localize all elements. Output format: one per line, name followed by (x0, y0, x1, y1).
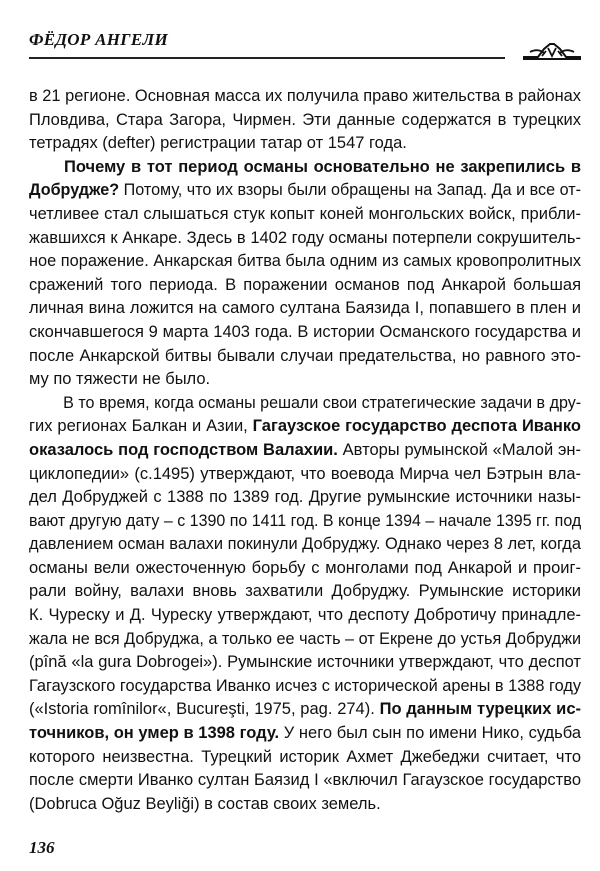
bold-text-segment: Почему в тот период османы основательно не закрепились в (64, 157, 581, 176)
text-line (29, 392, 581, 416)
text-segment: после Анкарской битвы бывали случаи предательства, но равного это- (29, 346, 581, 365)
text-line (29, 651, 581, 675)
text-line (29, 557, 581, 581)
text-segment: Пловдива, Стара Загора, Чирмен. Эти данные содержатся в турецких (29, 110, 581, 129)
text-line (29, 179, 581, 203)
text-line (29, 722, 581, 746)
decorative-ornament-icon (522, 40, 582, 62)
text-line (29, 132, 581, 156)
text-segment: му по тяжести не было. (29, 370, 211, 389)
text-line (29, 250, 581, 274)
text-line (29, 203, 581, 227)
text-line (29, 675, 581, 699)
text-segment: тетрадях (defter) регистрации татар от 1547 года. (29, 134, 407, 153)
text-line (29, 746, 581, 770)
text-segment: четливее стал слышаться стук копыт коней монгольских войск, прибли- (29, 204, 581, 223)
text-line (29, 85, 581, 109)
text-segment: скончавшегося 9 марта 1403 года. В истории Османского государства и (29, 322, 581, 341)
text-line (29, 533, 581, 557)
text-line (29, 321, 581, 345)
text-line (29, 345, 581, 369)
text-line (29, 297, 581, 321)
text-line (29, 227, 581, 251)
text-line (29, 580, 581, 604)
text-segment: («Istoria romînilor«, Bucureşti, 1975, pag. 274). (29, 700, 380, 719)
bold-text-segment: точников, он умер в 1398 году. (29, 724, 280, 743)
text-segment: давлением осман валахи покинули Добруджу. Однако через 8 лет, когда (29, 535, 581, 554)
text-segment: османы вели ожесточенную борьбу с монголами под Анкарой и проиг- (29, 558, 581, 577)
text-line (29, 510, 581, 534)
text-segment: жавшихся к Анкаре. Здесь в 1402 году османы потерпели сокрушитель- (29, 228, 581, 247)
text-line (29, 368, 581, 392)
text-segment: жала не вся Добруджа, а только ее часть – от Екрене до устья Добруджи (29, 629, 581, 648)
text-segment: Гагаузского государства Иванко исчез с исторической арены в 1388 году (29, 676, 582, 695)
text-segment: сражений того периода. В поражении османов под Анкарой большая (29, 275, 581, 294)
bold-text-segment: оказалось под господством Валахии. (29, 440, 338, 459)
text-line (29, 793, 581, 817)
text-segment: которого неизвестна. Турецкий историк Ахмет Джебеджи считает, что (29, 747, 581, 766)
text-line (29, 486, 581, 510)
page-number: 136 (29, 838, 55, 857)
text-segment: личная вина ложится на самого султана Баязида I, попавшего в плен и (29, 299, 581, 318)
text-segment: в 21 регионе. Основная масса их получила право жительства в районах (29, 87, 582, 105)
text-line (29, 463, 581, 487)
running-header-author: ФЁДОР АНГЕЛИ (29, 30, 168, 49)
text-segment: Авторы румынской «Малой эн- (337, 440, 581, 459)
text-line (29, 628, 581, 652)
text-line (29, 156, 581, 180)
bold-text-segment: Добрудже? (29, 181, 120, 200)
text-segment: вают другую дату – с 1390 по 1411 год. В конце 1394 – начале 1395 гг. под (29, 511, 582, 530)
bold-text-segment: По данным турецких ис- (379, 700, 581, 719)
text-segment: ное поражение. Анкарская битва была одним из самых кровопролитных (29, 252, 581, 271)
text-segment: гих регионах Балкан и Азии, (29, 417, 253, 436)
text-line (29, 274, 581, 298)
text-segment: У него был сын по имени Нико, судьба (279, 724, 581, 743)
header-rule (29, 57, 505, 59)
text-segment: К. Чуреску и Д. Чуреску утверждают, что деспоту Добротичу принадле- (29, 606, 581, 625)
text-segment: В то время, когда османы решали свои стратегические задачи в дру- (63, 393, 582, 412)
text-segment: Потому, что их взоры были обращены на Запад. Да и все от- (119, 181, 581, 200)
text-line (29, 604, 581, 628)
text-segment: дел Добруджей с 1388 по 1389 год. Другие румынские источники назы- (29, 488, 581, 507)
text-line (29, 698, 581, 722)
text-line (29, 415, 581, 439)
bold-text-segment: Гагаузское государство деспота Иванко (252, 417, 581, 436)
text-segment: после смерти Иванко султан Баязид I «включил Гагаузское государство (29, 771, 581, 790)
text-segment: (pînă «la gura Dobrogei»). Румынские источники утверждают, что деспот (29, 653, 581, 672)
text-line (29, 109, 581, 133)
text-segment: рали войну, валахи вновь захватили Добруджу. Румынские историки (29, 582, 581, 601)
text-segment: циклопедии» (с.1495) утверждают, что воевода Мирча чел Бэтрын вла- (29, 464, 581, 483)
text-line (29, 769, 581, 793)
body-text (29, 85, 581, 816)
text-segment: (Dobruca Oğuz Beyliği) в состав своих земель. (29, 794, 381, 813)
text-line (29, 439, 581, 463)
